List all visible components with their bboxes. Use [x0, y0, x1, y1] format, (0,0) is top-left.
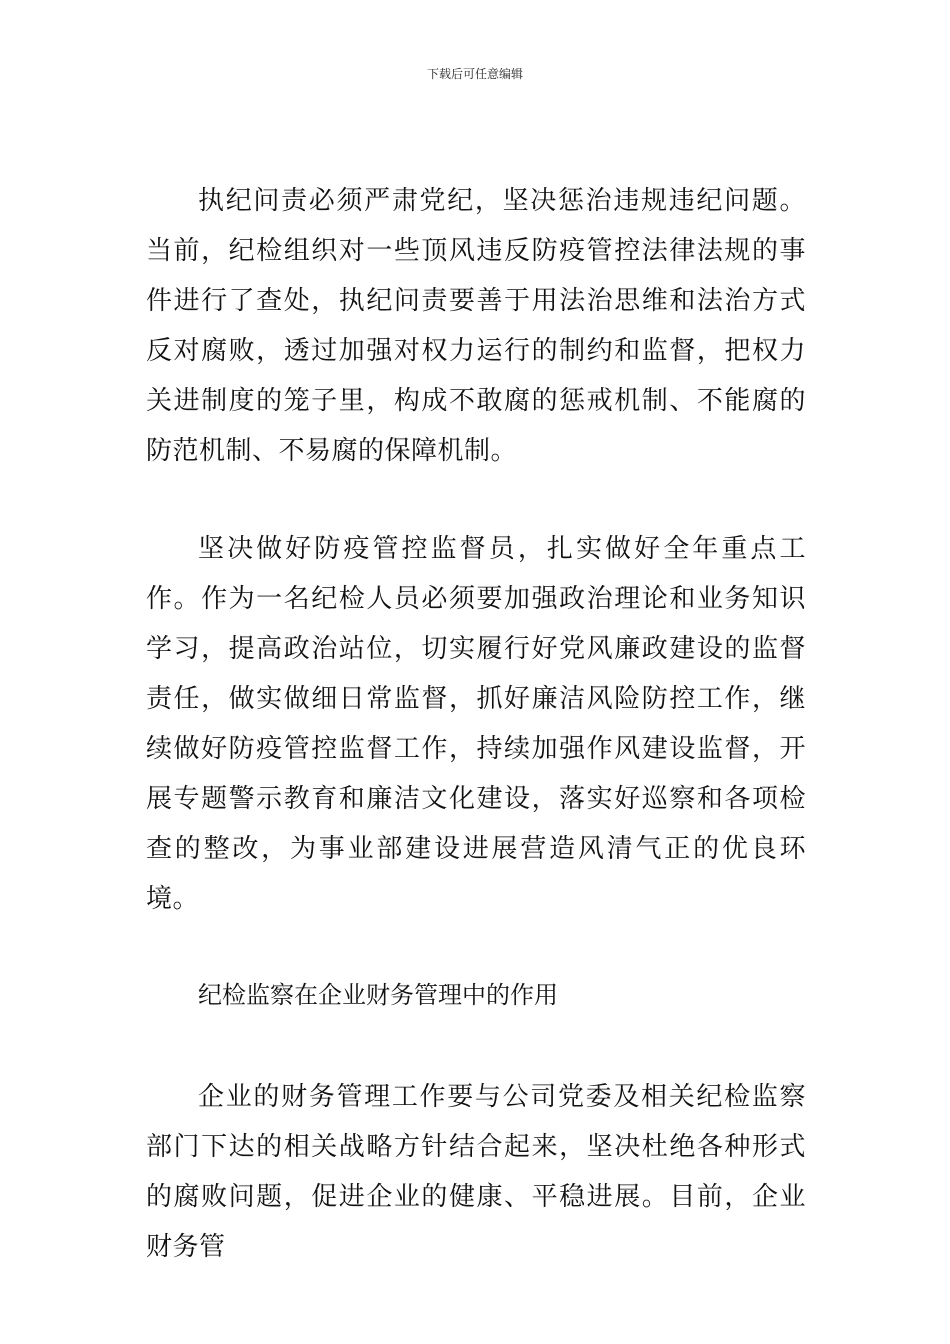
paragraph-financial-management: 企业的财务管理工作要与公司党委及相关纪检监察部门下达的相关战略方针结合起来，坚决杜绝各种形式的腐败问题，促进企业的健康、平稳进展。目前，企业财务管	[146, 1082, 806, 1262]
page-header: 下载后可任意编辑	[426, 67, 523, 81]
paragraph-discipline-accountability: 执纪问责必须严肃党纪，坚决惩治违规违纪问题。当前，纪检组织对一些顶风违反防疫管控法律法规的事件进行了查处，执纪问责要善于用法治思维和法治方式反对腐败，透过加强对权力运行的制约和监督，把权力关进制度的笼子里，构成不敢腐的惩戒机制、不能腐的防范机制、不易腐的保障机制。	[146, 186, 806, 466]
section-title: 纪检监察在企业财务管理中的作用	[198, 981, 558, 1009]
paragraph-epidemic-supervision: 坚决做好防疫管控监督员，扎实做好全年重点工作。作为一名纪检人员必须要加强政治理论和业务知识学习，提高政治站位，切实履行好党风廉政建设的监督责任，做实做细日常监督，抓好廉洁风险防控工作，继续做好防疫管控监督工作，持续加强作风建设监督，开展专题警示教育和廉洁文化建设，落实好巡察和各项检查的整改，为事业部建设进展营造风清气正的优良环境。	[146, 534, 806, 914]
